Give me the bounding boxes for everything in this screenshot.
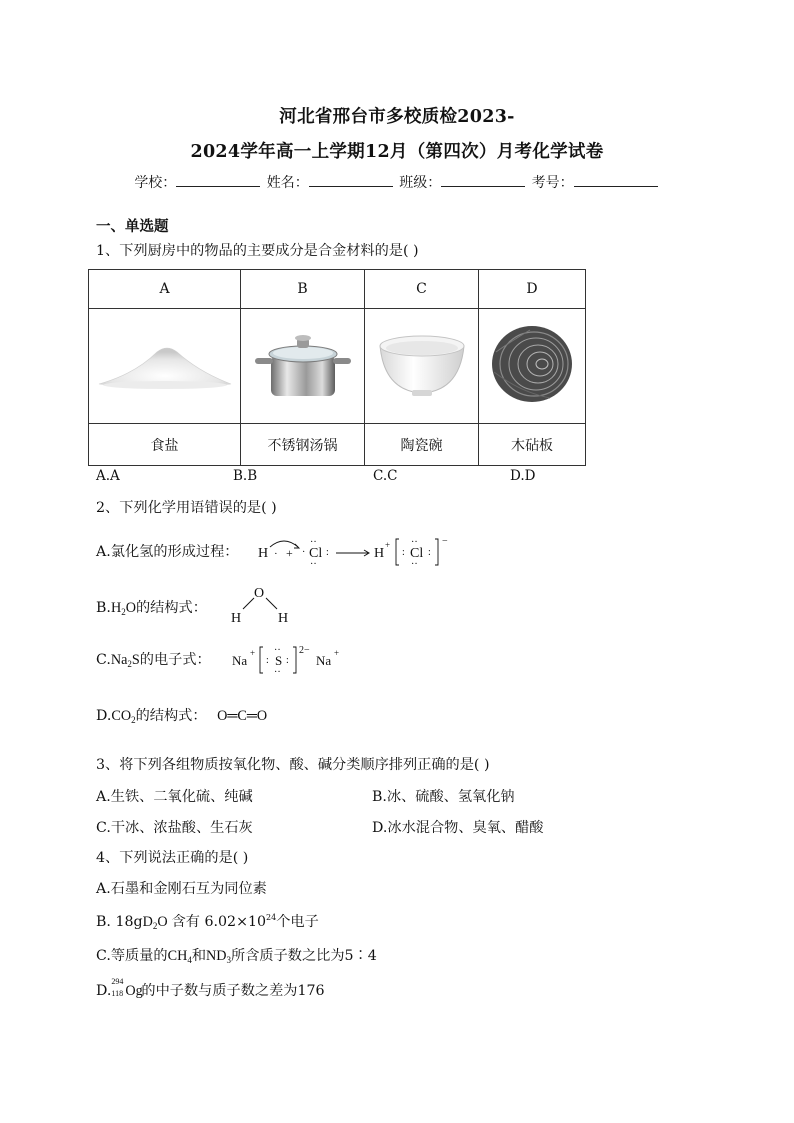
q3-option-a[interactable]: A.生铁、二氧化硫、纯碱: [96, 789, 253, 805]
q4-option-a[interactable]: A.石墨和金刚石互为同位素: [96, 881, 267, 897]
q2-option-a-label[interactable]: A.氯化氢的形成过程：: [96, 544, 239, 560]
svg-text:H: H: [231, 611, 242, 626]
svg-text:Na: Na: [232, 653, 248, 668]
table-header-c: C: [365, 270, 479, 309]
svg-text:··: ··: [411, 559, 418, 569]
section-heading: 一、单选题: [96, 218, 169, 235]
q2-c-prefix: C.: [96, 652, 111, 668]
item-name-a: 食盐: [89, 424, 241, 466]
number-blank[interactable]: [574, 174, 658, 187]
svg-text:+: +: [385, 540, 391, 550]
q1-option-b[interactable]: B.B: [233, 468, 258, 484]
na2s-formula: $Na_2S$: [110, 652, 140, 669]
q4-option-b[interactable]: [96, 911, 319, 931]
svg-text:··: ··: [274, 645, 281, 656]
question-1-stem: 1、下列厨房中的物品的主要成分是合金材料的是( ): [96, 243, 419, 259]
svg-text:Na: Na: [316, 653, 332, 668]
h2o-structure-diagram: [226, 582, 296, 626]
q4-b-prefix: B. 18g: [96, 914, 143, 930]
na2s-electron-diagram: [230, 641, 360, 677]
svg-text:Cl: Cl: [309, 546, 323, 561]
table-header-b: B: [241, 270, 365, 309]
q4-d-prefix: D.: [96, 983, 112, 999]
wooden-board-image: [490, 322, 574, 406]
q4-d-suffix: 的中子数与质子数之差为176: [141, 983, 325, 999]
q2-option-c-label[interactable]: [96, 649, 211, 669]
svg-text:··: ··: [310, 559, 317, 569]
question-1-table: [88, 269, 586, 466]
svg-text::: :: [326, 547, 329, 558]
pot-image-cell: [241, 309, 365, 424]
q2-c-suffix: 的电子式：: [139, 652, 211, 668]
svg-text:·: ·: [274, 548, 278, 560]
svg-text:+: +: [286, 546, 293, 560]
student-info: [0, 172, 794, 192]
question-3-stem: 3、将下列各组物质按氧化物、酸、碱分类顺序排列正确的是( ): [96, 757, 490, 773]
q1-option-d[interactable]: D.D: [510, 468, 536, 484]
salt-pile-image: [95, 334, 235, 394]
svg-text::: :: [266, 655, 269, 666]
svg-text:·: ·: [302, 547, 306, 558]
svg-text:2−: 2−: [299, 645, 310, 656]
svg-text:−: −: [442, 536, 448, 547]
salt-image-cell: [89, 309, 241, 424]
q1-option-c[interactable]: C.C: [373, 468, 398, 484]
q2-b-prefix: B.: [96, 600, 111, 616]
q4-c-suffix: 所含质子数之比为5∶4: [231, 948, 377, 964]
d2o-formula: $D_2O$: [142, 914, 168, 931]
question-4-stem: 4、下列说法正确的是( ): [96, 850, 249, 866]
item-name-c: 陶瓷碗: [365, 424, 479, 466]
nd3-formula: $ND_3$: [206, 948, 232, 965]
class-label: 班级：: [399, 175, 442, 191]
svg-text:··: ··: [274, 667, 281, 677]
svg-text:··: ··: [411, 537, 418, 548]
svg-text:H: H: [374, 546, 385, 561]
og-nuclide: 294 118 Og: [111, 977, 143, 999]
name-blank[interactable]: [309, 174, 393, 187]
q4-b-exponent: 24: [266, 913, 277, 922]
co2-formula: $CO_2$: [111, 708, 136, 725]
q2-b-suffix: 的结构式：: [135, 600, 207, 616]
q3-option-b[interactable]: B.冰、硫酸、氢氧化钠: [372, 789, 515, 805]
page-title-line2: 2024学年高一上学期12月（第四次）月考化学试卷: [190, 142, 604, 162]
item-name-d: 木砧板: [479, 424, 586, 466]
q2-d-prefix: D.: [96, 708, 112, 724]
hcl-formation-diagram: [256, 533, 466, 569]
q2-d-suffix: 的结构式：: [135, 708, 207, 724]
number-label: 考号：: [531, 175, 574, 191]
table-header-a: A: [89, 270, 241, 309]
svg-text:+: +: [250, 648, 256, 658]
q4-b-middle: 含有 6.02×10: [171, 914, 267, 930]
table-header-d: D: [479, 270, 586, 309]
class-blank[interactable]: [441, 174, 525, 187]
board-image-cell: [479, 309, 586, 424]
question-2-stem: 2、下列化学用语错误的是( ): [96, 500, 277, 516]
q4-b-suffix: 个电子: [276, 914, 319, 930]
svg-text::: :: [428, 547, 431, 558]
svg-text::: :: [286, 655, 289, 666]
q4-option-c[interactable]: [96, 945, 377, 965]
stainless-pot-image: [251, 324, 355, 404]
svg-text:H: H: [258, 546, 269, 561]
school-label: 学校：: [134, 175, 177, 191]
name-label: 姓名：: [266, 175, 309, 191]
q2-option-d-label[interactable]: [96, 705, 267, 725]
q2-option-b-label[interactable]: [96, 597, 207, 617]
q1-option-a[interactable]: A.A: [96, 468, 120, 484]
svg-text:H: H: [278, 611, 289, 626]
svg-text:+: +: [334, 648, 340, 658]
bowl-image-cell: [365, 309, 479, 424]
svg-text:O: O: [254, 586, 265, 601]
q3-option-c[interactable]: C.干冰、浓盐酸、生石灰: [96, 820, 253, 836]
page-title-line1: 河北省邢台市多校质检2023-: [279, 107, 515, 127]
q4-c-middle: 和: [191, 948, 207, 964]
school-blank[interactable]: [176, 174, 260, 187]
q3-option-d[interactable]: D.冰水混合物、臭氧、醋酸: [372, 820, 544, 836]
svg-text:··: ··: [310, 537, 317, 548]
q4-option-d[interactable]: [96, 977, 325, 1000]
co2-structure: O═C═O: [217, 708, 268, 724]
svg-text:S: S: [275, 653, 283, 668]
h2o-formula: $H_2O$: [110, 600, 136, 617]
ceramic-bowl-image: [374, 326, 470, 402]
item-name-b: 不锈钢汤锅: [241, 424, 365, 466]
svg-text:Cl: Cl: [410, 546, 424, 561]
q4-c-prefix: C.等质量的: [96, 948, 168, 964]
svg-text::: :: [402, 547, 405, 558]
ch4-formula: $CH_4$: [167, 948, 192, 965]
